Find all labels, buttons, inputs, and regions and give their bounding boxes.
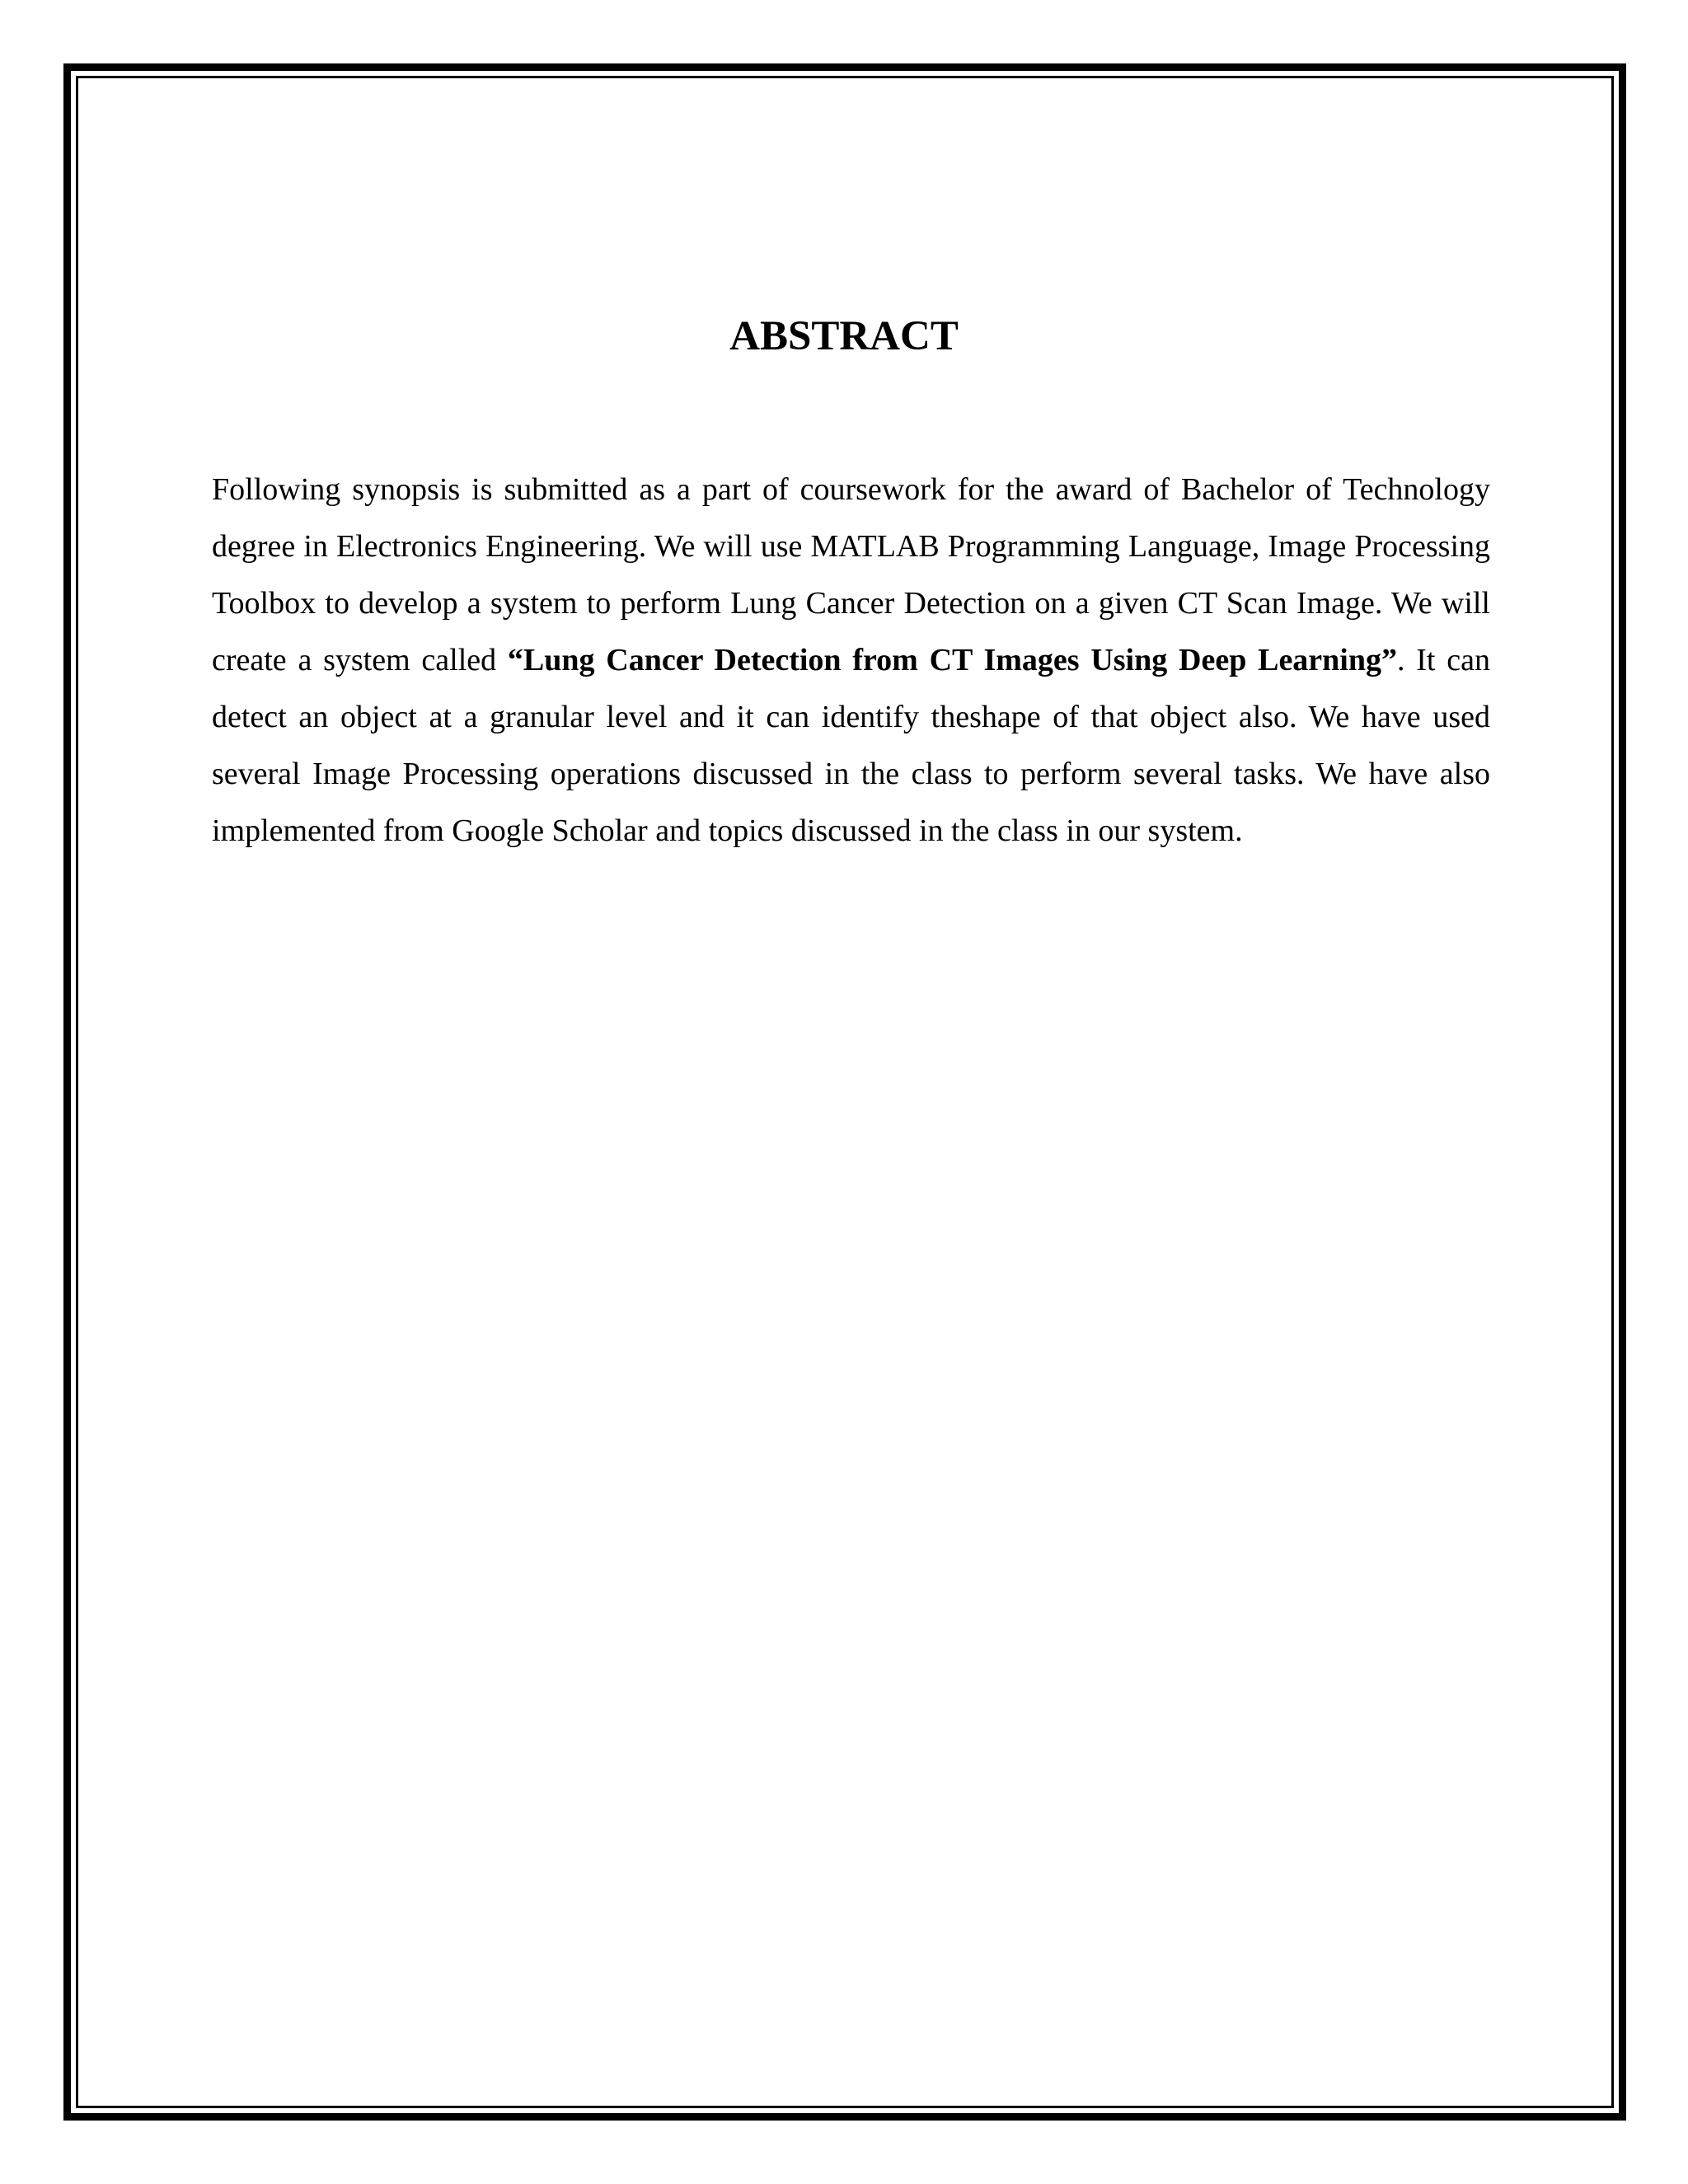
page-border-inner <box>76 76 1614 2108</box>
abstract-text-part-2: . It can detect an object at a granular level and it can identify theshape of that object also. We have used several Image Processing operations discussed in the class to perform several tasks. We have also implemented from Google Scholar and topics discussed in the class in our system. <box>212 643 1490 848</box>
page-title: ABSTRACT <box>729 313 959 359</box>
project-title: “Lung Cancer Detection from CT Images Using Deep Learning” <box>507 643 1397 677</box>
abstract-text-part-1: Following synopsis is submitted as a part of coursework for the award of Bachelor of Technology degree in Electronics Engineering. We will use MATLAB Programming Language, Image Processing Toolbox to develop a system to perform Lung Cancer Detection on a given CT Scan Image. We will create a system called <box>212 472 1490 677</box>
page-border <box>63 63 1626 2121</box>
abstract-paragraph <box>212 462 1490 860</box>
